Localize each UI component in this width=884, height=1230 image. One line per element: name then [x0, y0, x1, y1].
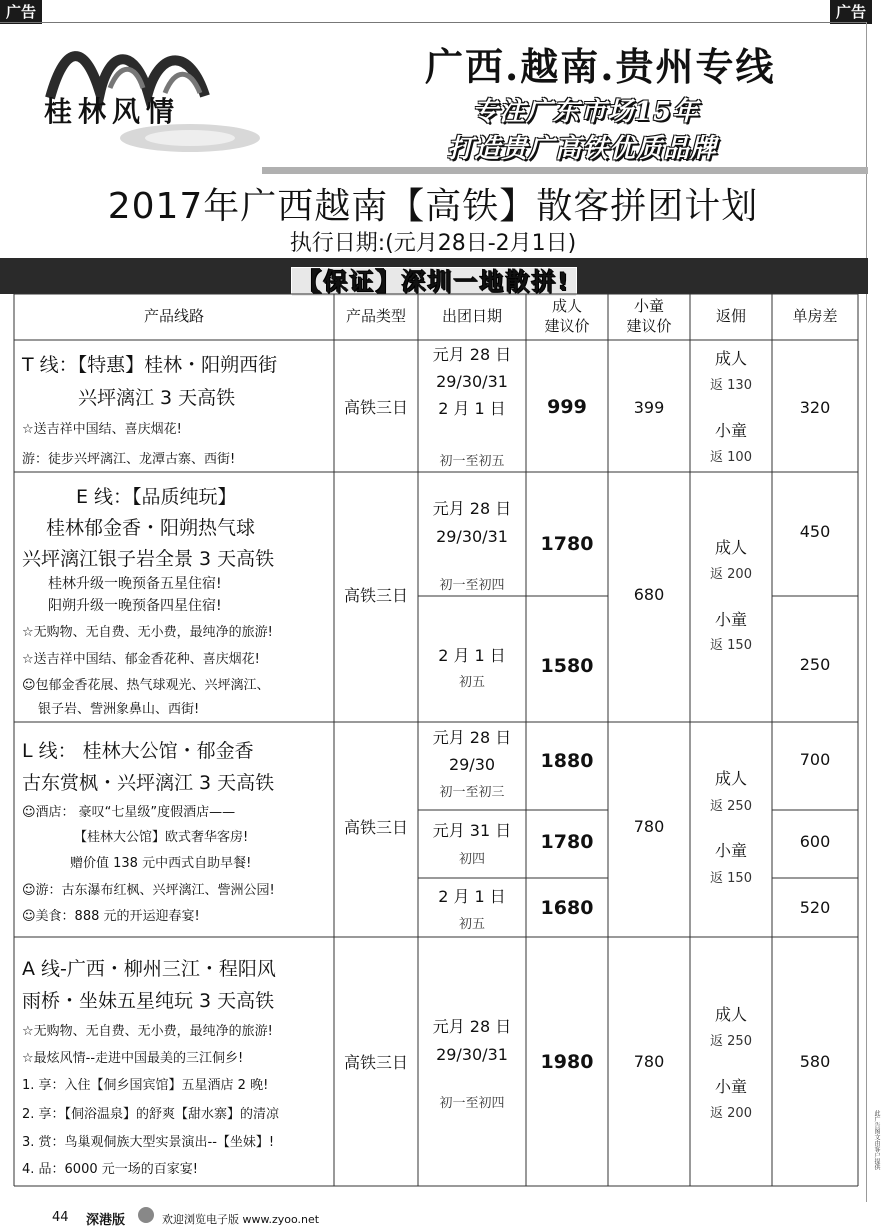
route-a-single: 580	[799, 1052, 831, 1071]
banner-label: 【保证】深圳一地散拼!	[291, 267, 578, 297]
route-e-commission-adult: 成人	[714, 538, 747, 557]
route-l-single1: 700	[799, 750, 831, 769]
route-a-note-1: ☆无购物、无自费、无小费，最纯净的旅游!	[22, 1024, 273, 1039]
route-e-commission-adult-value: 返 200	[710, 567, 752, 582]
route-l-date1-2: 29/30	[448, 755, 496, 774]
edition-logo-icon	[138, 1207, 154, 1223]
route-l-note-3: 赠价值 138 元中西式自助早餐!	[70, 856, 252, 871]
route-l-commission-child: 小童	[714, 841, 747, 860]
route-l-lunar3: 初五	[458, 917, 485, 932]
route-e-single1: 450	[799, 522, 831, 541]
top-border	[0, 22, 866, 23]
route-a-note-4: 2. 享：【侗浴温泉】的舒爽【甜水寨】的清凉	[22, 1107, 280, 1122]
route-l-note-5: ☺美食：888 元的开运迎春宴!	[22, 909, 200, 924]
divider-bar	[262, 167, 868, 174]
route-t-child-price: 399	[633, 398, 665, 417]
route-e-commission-child-value: 返 150	[710, 638, 752, 653]
route-e-note-3: ☆无购物、无自费、无小费，最纯净的旅游!	[22, 625, 273, 640]
route-a-lunar: 初一至初四	[439, 1096, 505, 1111]
route-e-line-3: 兴坪漓江银子岩全景 3 天高铁	[22, 548, 275, 570]
banner-text	[0, 262, 868, 297]
route-e-single2: 250	[799, 655, 831, 674]
header-commission: 返佣	[715, 307, 746, 325]
route-l-lunar1: 初一至初三	[439, 785, 505, 800]
route-t-line-1: T 线：【特惠】桂林・阳朔西街	[22, 354, 278, 376]
route-l-note-4: ☺游：古东瀑布红枫、兴坪漓江、訾洲公园!	[22, 883, 275, 898]
logo-text: 桂林风情	[44, 95, 181, 128]
header-single: 单房差	[792, 307, 838, 325]
route-l-line-1: L 线： 桂林大公馆・郁金香	[22, 740, 254, 762]
route-e-date1-1: 元月 28 日	[432, 499, 512, 518]
route-l-note-1: ☺酒店： 豪叹“七星级”度假酒店——	[22, 805, 236, 820]
route-t-date-1: 元月 28 日	[432, 345, 512, 364]
route-l-single3: 520	[799, 898, 831, 917]
route-l-lunar2: 初四	[458, 852, 485, 867]
route-e-lunar1: 初一至初四	[439, 578, 505, 593]
route-t-note-1: ☆送吉祥中国结、喜庆烟花!	[22, 422, 182, 437]
page-title: 2017年广西越南【高铁】散客拼团计划	[107, 186, 759, 227]
route-a-note-2: ☆最炫风情--走进中国最美的三江侗乡!	[22, 1051, 244, 1066]
route-a-child-price: 780	[633, 1052, 665, 1071]
route-e-note-5: ☺包郁金香花展、热气球观光、兴坪漓江、	[22, 678, 270, 693]
route-l-single2: 600	[799, 832, 831, 851]
route-a-note-5: 3. 赏：鸟巢观侗族大型实景演出--【坐妹】!	[22, 1135, 275, 1150]
route-e-line-2: 桂林郁金香・阳朔热气球	[46, 517, 256, 539]
route-a-date-1: 元月 28 日	[432, 1017, 512, 1036]
execution-date: 执行日期:(元月28日-2月1日)	[289, 231, 577, 256]
brand-title: 广西.越南.贵州专线	[425, 44, 776, 89]
route-e-price1: 1780	[540, 533, 594, 555]
route-t-date-2: 29/30/31	[436, 372, 508, 391]
route-t-type: 高铁三日	[343, 398, 408, 417]
brand-slogan-2: 打造贵广高铁优质品牌	[447, 134, 718, 164]
route-e-note-2: 阳朔升级一晚预备四星住宿!	[48, 598, 222, 614]
route-a-commission-adult-value: 返 250	[710, 1034, 752, 1049]
page-number: 44	[52, 1210, 69, 1225]
route-e-type: 高铁三日	[343, 586, 408, 605]
route-a-type: 高铁三日	[343, 1053, 408, 1072]
route-t-commission-child-value: 返 100	[710, 450, 752, 465]
header-date: 出团日期	[441, 307, 502, 325]
route-e-lunar2: 初五	[458, 675, 485, 690]
side-note: 此广告图文由客户提供	[873, 1110, 880, 1170]
route-e-date2: 2 月 1 日	[438, 646, 506, 665]
route-t-single: 320	[799, 398, 831, 417]
header-child-price-1: 小童	[633, 297, 664, 315]
route-e-date1-2: 29/30/31	[436, 527, 508, 546]
route-t-commission-adult: 成人	[714, 349, 747, 368]
route-l-date3: 2 月 1 日	[438, 887, 506, 906]
route-e-note-1: 桂林升级一晚预备五星住宿!	[48, 576, 222, 592]
route-e-price2: 1580	[540, 655, 594, 677]
route-e-note-6: 银子岩、訾洲象鼻山、西街!	[38, 702, 200, 717]
route-a-adult-price: 1980	[540, 1051, 594, 1073]
route-t-note-2: 游：徒步兴坪漓江、龙潭古寨、西街!	[22, 452, 236, 467]
route-t-line-2: 兴坪漓江 3 天高铁	[78, 387, 236, 409]
route-a-line-2: 雨桥・坐妹五星纯玩 3 天高铁	[22, 990, 275, 1012]
route-t-lunar: 初一至初五	[439, 454, 505, 469]
header-adult-price-1: 成人	[551, 297, 582, 315]
route-l-line-2: 古东赏枫・兴坪漓江 3 天高铁	[22, 772, 275, 794]
header-child-price-2: 建议价	[626, 317, 672, 335]
right-rule	[866, 22, 867, 1202]
route-t-date-3: 2 月 1 日	[438, 399, 506, 418]
header-adult-price-2: 建议价	[544, 317, 590, 335]
route-a-commission-adult: 成人	[714, 1005, 747, 1024]
route-e-child-price: 680	[633, 585, 665, 604]
route-a-date-2: 29/30/31	[436, 1045, 508, 1064]
route-l-date1-1: 元月 28 日	[432, 728, 512, 747]
route-l-type: 高铁三日	[343, 818, 408, 837]
route-e-line-1: E 线：【品质纯玩】	[76, 486, 237, 508]
route-a-commission-child: 小童	[714, 1077, 747, 1096]
route-a-note-3: 1. 享：入住【侗乡国宾馆】五星酒店 2 晚!	[22, 1078, 269, 1093]
route-l-price2: 1780	[540, 831, 594, 853]
route-t-commission-adult-value: 返 130	[710, 378, 752, 393]
brand-slogan-1: 专注广东市场15年	[472, 97, 700, 127]
route-a-note-6: 4. 品：6000 元一场的百家宴!	[22, 1162, 198, 1177]
edition-label: 深港版	[86, 1213, 126, 1228]
route-e-commission-child: 小童	[714, 610, 747, 629]
route-l-date2: 元月 31 日	[432, 821, 512, 840]
route-a-commission-child-value: 返 200	[710, 1106, 752, 1121]
route-t-commission-child: 小童	[714, 421, 747, 440]
route-l-note-2: 【桂林大公馆】欧式奢华客房!	[74, 830, 249, 845]
route-l-price1: 1880	[540, 750, 594, 772]
route-l-commission-adult: 成人	[714, 769, 747, 788]
route-l-commission-child-value: 返 150	[710, 871, 752, 886]
header-route: 产品线路	[143, 307, 204, 325]
route-e-note-4: ☆送吉祥中国结、郁金香花种、喜庆烟花!	[22, 652, 260, 667]
route-a-line-1: A 线-广西・柳州三江・程阳风	[22, 958, 276, 980]
route-l-child-price: 780	[633, 817, 665, 836]
route-l-price3: 1680	[540, 897, 594, 919]
ad-label-left: 广告	[0, 0, 42, 24]
route-l-commission-adult-value: 返 250	[710, 799, 752, 814]
ad-label-right: 广告	[830, 0, 872, 24]
header-type: 产品类型	[345, 307, 406, 325]
route-t-adult-price: 999	[547, 396, 587, 418]
footer-text: 欢迎浏览电子版 www.zyoo.net	[162, 1213, 320, 1226]
